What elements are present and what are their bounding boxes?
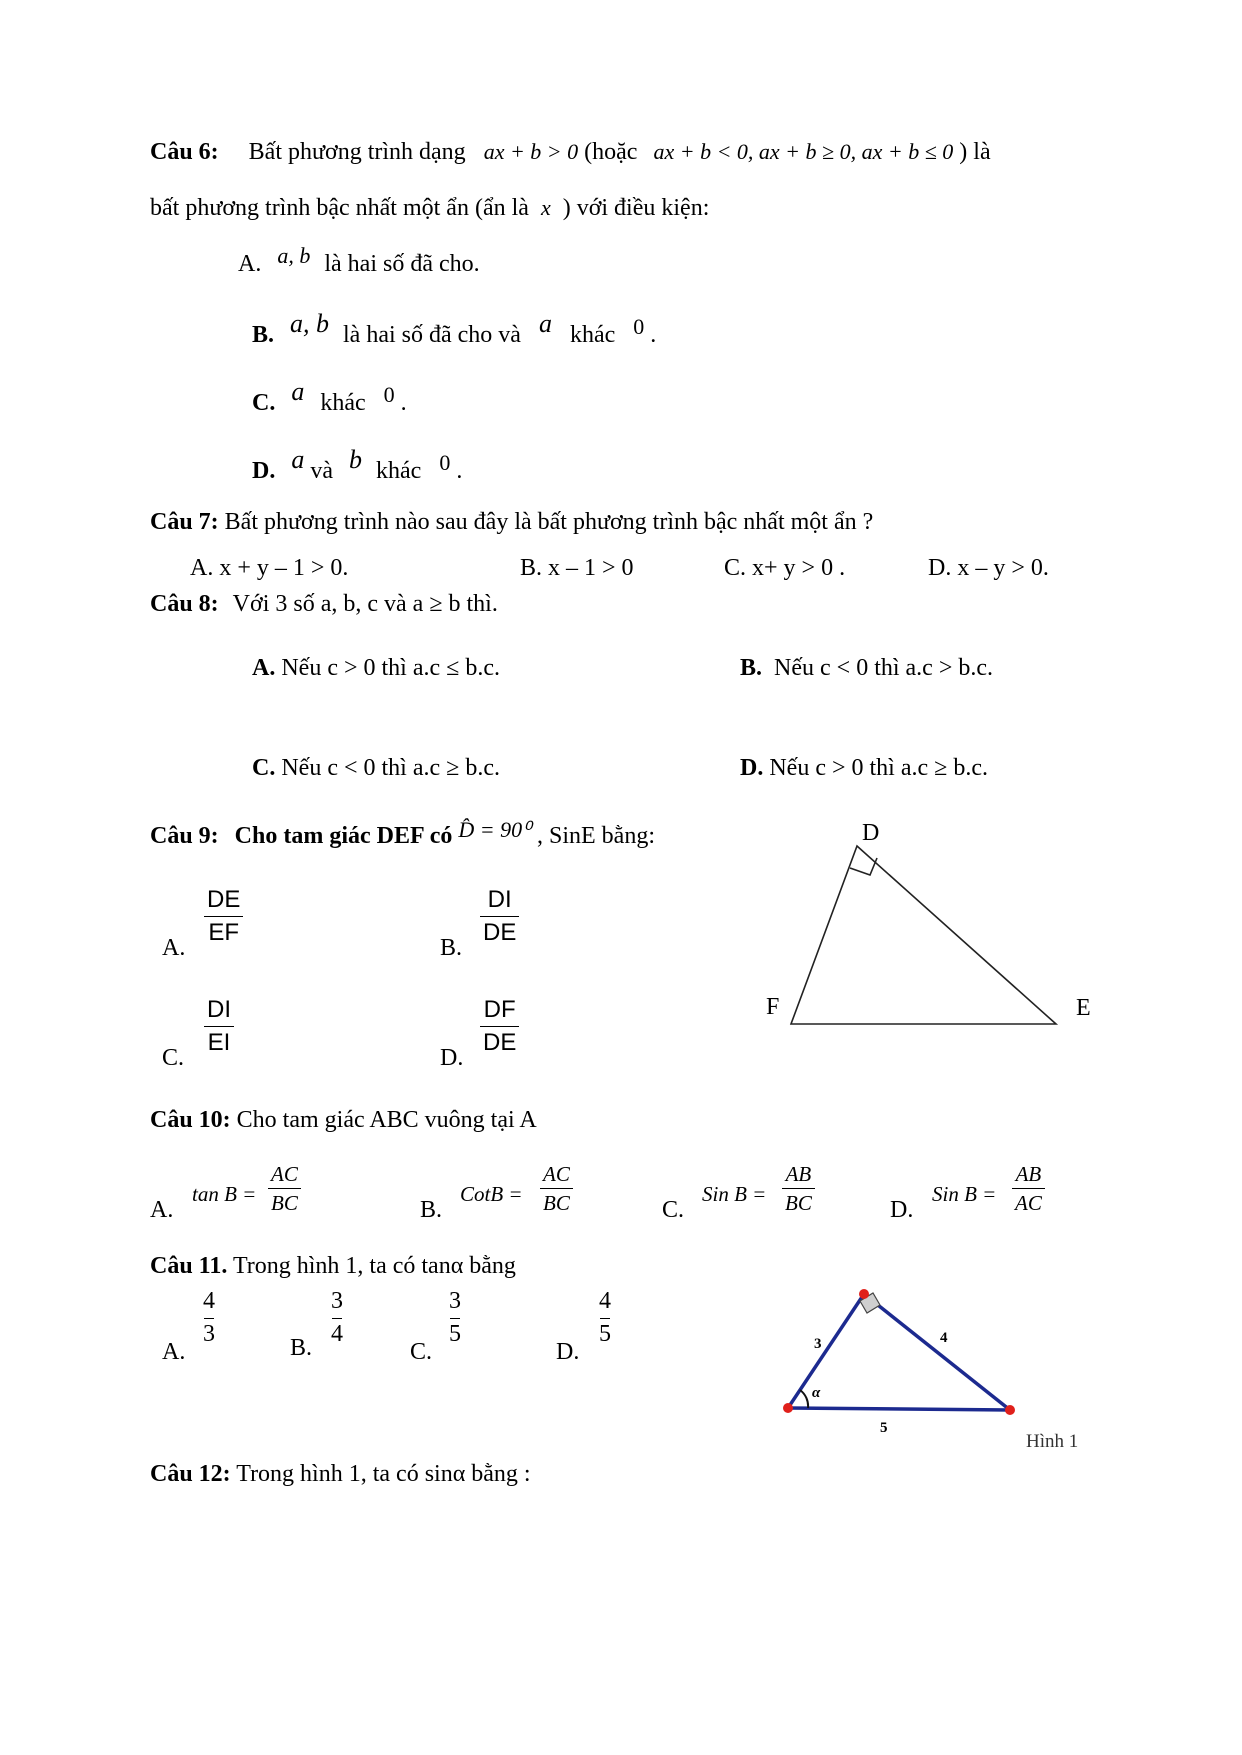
- q8-c-text: Nếu c < 0 thì a.c ≥ b.c.: [281, 755, 500, 781]
- q10-d-num: AB: [1015, 1162, 1042, 1186]
- vertex-f-label: F: [766, 994, 780, 1020]
- q7-option-a[interactable]: A. x + y – 1 > 0.: [190, 555, 349, 581]
- q8-a-label: A.: [252, 655, 276, 681]
- q10-b-num: AC: [543, 1162, 570, 1186]
- triangle-def: [791, 846, 1056, 1024]
- alpha-label: α: [812, 1385, 821, 1401]
- q11-b-label[interactable]: B.: [290, 1335, 313, 1361]
- q6-c-a: a: [291, 377, 305, 406]
- q6-b-math: a, b: [290, 309, 330, 338]
- q9-c-den: EI: [207, 1028, 231, 1056]
- q11-c-den: 5: [449, 1320, 461, 1347]
- q6-d-dot: .: [456, 458, 463, 484]
- q10-d-lhs: Sin B =: [932, 1182, 997, 1206]
- q9-label: Câu 9:: [150, 823, 219, 849]
- q6-d-b: b: [349, 445, 362, 474]
- side-4-label: 4: [940, 1330, 948, 1346]
- q9-b-fraction[interactable]: [480, 886, 519, 946]
- q7-option-d[interactable]: D. x – y > 0.: [928, 555, 1049, 581]
- q10-a-lhs: tan B =: [192, 1182, 257, 1206]
- q9-b-num: DI: [487, 886, 512, 913]
- q8-label: Câu 8:: [150, 591, 219, 617]
- q6-option-a[interactable]: [238, 243, 480, 279]
- q9-a-den: EF: [208, 918, 239, 946]
- vertex-top: [859, 1289, 869, 1299]
- fraction-bar: [332, 1318, 343, 1319]
- q8-b-label: B.: [740, 655, 763, 681]
- q6-a-math: a, b: [277, 243, 311, 268]
- side-5-label: 5: [880, 1420, 888, 1436]
- q10-a-label[interactable]: A.: [150, 1197, 174, 1223]
- q10-a-fraction[interactable]: [268, 1162, 301, 1215]
- fraction-bar: [204, 916, 243, 917]
- q12-text: Trong hình 1, ta có sinα bằng :: [236, 1461, 531, 1487]
- q7-option-c[interactable]: C. x+ y > 0 .: [724, 555, 846, 581]
- q10-label: Câu 10:: [150, 1107, 231, 1133]
- q11-b-den: 4: [331, 1320, 343, 1347]
- q11-text: Trong hình 1, ta có tanα bằng: [232, 1253, 516, 1279]
- q9-a-label[interactable]: A.: [162, 935, 186, 961]
- q11-c-fraction[interactable]: [446, 1288, 464, 1348]
- q11-label: Câu 11.: [150, 1253, 228, 1279]
- q6-b-text2: khác: [569, 322, 616, 348]
- q10-text: Cho tam giác ABC vuông tại A: [236, 1107, 537, 1133]
- q11-d-label[interactable]: D.: [556, 1339, 580, 1365]
- q10-c-fraction[interactable]: [782, 1162, 815, 1215]
- q11-c-num: 3: [449, 1288, 461, 1314]
- fraction-bar: [480, 1026, 519, 1027]
- q9-text2: , SinE bằng:: [536, 823, 655, 849]
- q7-text: Bất phương trình nào sau đây là bất phương trình bậc nhất một ẩn ?: [224, 509, 874, 535]
- q6-text1: Bất phương trình dạng: [248, 139, 466, 165]
- q9-b-den: DE: [483, 918, 517, 946]
- q6-b-label: B.: [252, 322, 275, 348]
- q10-b-fraction[interactable]: [540, 1162, 573, 1215]
- q6-d-zero: 0: [439, 450, 451, 475]
- q6-d-text: khác: [376, 458, 422, 484]
- q8-line: [150, 590, 498, 619]
- q11-c-label[interactable]: C.: [410, 1339, 433, 1365]
- triangle-def-figure: [760, 810, 1110, 1040]
- q7-line: [150, 508, 873, 537]
- q6-line2a: bất phương trình bậc nhất một ẩn (ẩn là: [150, 195, 529, 221]
- vertex-right: [1005, 1405, 1015, 1415]
- q8-c-label: C.: [252, 755, 276, 781]
- q6-option-d[interactable]: [252, 445, 463, 486]
- q6-a-label: A.: [238, 251, 262, 277]
- q10-b-label[interactable]: B.: [420, 1197, 443, 1223]
- q11-line: [150, 1252, 516, 1281]
- q6-d-label: D.: [252, 458, 276, 484]
- q6-text2: (hoặc: [584, 139, 638, 165]
- q6-a-text: là hai số đã cho.: [324, 251, 480, 277]
- q6-c-text: khác: [320, 390, 366, 416]
- q6-expr2: ax + b < 0, ax + b ≥ 0, ax + b ≤ 0: [653, 139, 954, 164]
- vertex-e-label: E: [1076, 995, 1091, 1021]
- q6-b-text: là hai số đã cho và: [343, 322, 521, 348]
- vertex-d-label: D: [862, 820, 880, 846]
- q9-d-num: DF: [483, 996, 516, 1023]
- fraction-bar: [204, 1318, 215, 1319]
- q8-option-a[interactable]: [252, 654, 500, 683]
- q9-text: Cho tam giác DEF có: [234, 823, 453, 849]
- fraction-bar: [450, 1318, 461, 1319]
- hinh-1-figure: [770, 1280, 1100, 1460]
- q9-a-fraction[interactable]: [204, 886, 243, 946]
- q9-line: [150, 817, 655, 851]
- q8-d-label: D.: [740, 755, 764, 781]
- q11-a-fraction[interactable]: [200, 1288, 218, 1348]
- q6-d-a: a: [291, 445, 305, 474]
- q11-b-num: 3: [331, 1288, 343, 1314]
- q6-b-a: a: [538, 309, 552, 338]
- q8-option-d[interactable]: [740, 754, 988, 783]
- q10-b-lhs: CotB =: [460, 1182, 523, 1206]
- q7-label: Câu 7:: [150, 509, 219, 535]
- q9-c-label[interactable]: C.: [162, 1045, 185, 1071]
- q12-label: Câu 12:: [150, 1461, 231, 1487]
- side-3-label: 3: [814, 1336, 822, 1352]
- side-3: [788, 1294, 864, 1408]
- fraction-bar: [600, 1318, 611, 1319]
- q9-d-fraction[interactable]: [480, 996, 519, 1056]
- q10-a-den: BC: [271, 1191, 298, 1216]
- q6-expr1: ax + b > 0: [483, 139, 579, 164]
- q7-option-b[interactable]: B. x – 1 > 0: [520, 555, 634, 581]
- q10-line: [150, 1106, 537, 1135]
- triangle-abc: [788, 1294, 1010, 1410]
- q6-b-zero: 0: [633, 314, 645, 339]
- q6-text3: ) là: [959, 139, 991, 165]
- side-5: [788, 1408, 1010, 1410]
- q6-label: Câu 6:: [150, 139, 219, 165]
- q6-line2b: ) với điều kiện:: [562, 195, 710, 221]
- fraction-bar: [268, 1188, 301, 1189]
- q6-b-dot: .: [650, 322, 657, 348]
- q10-b-den: BC: [543, 1191, 570, 1216]
- q11-a-label[interactable]: A.: [162, 1339, 186, 1365]
- q9-c-fraction[interactable]: [204, 996, 234, 1056]
- q9-d-den: DE: [483, 1028, 517, 1056]
- figure-caption: Hình 1: [1026, 1431, 1079, 1452]
- q11-d-num: 4: [599, 1288, 611, 1314]
- q9-c-num: DI: [207, 996, 231, 1023]
- q6-option-c[interactable]: [252, 377, 407, 418]
- q6-c-label: C.: [252, 390, 276, 416]
- fraction-bar: [204, 1026, 234, 1027]
- q9-b-label[interactable]: B.: [440, 935, 463, 961]
- q10-a-num: AC: [271, 1162, 298, 1186]
- q11-d-fraction[interactable]: [596, 1288, 614, 1348]
- q11-b-fraction[interactable]: [328, 1288, 346, 1348]
- q12-line: [150, 1460, 531, 1489]
- q11-a-den: 3: [203, 1320, 215, 1347]
- side-4: [864, 1294, 1010, 1410]
- q8-option-c[interactable]: [252, 754, 500, 783]
- fraction-bar: [782, 1188, 815, 1189]
- angle-alpha-arc: [800, 1390, 808, 1408]
- q6-line2: [150, 194, 709, 223]
- q9-angle: D̂ = 90⁰: [458, 817, 531, 842]
- q8-option-b[interactable]: [740, 654, 993, 683]
- fraction-bar: [1012, 1188, 1045, 1189]
- q8-text: Với 3 số a, b, c và a ≥ b thì.: [232, 591, 498, 617]
- q11-a-num: 4: [203, 1288, 215, 1314]
- q6-option-b[interactable]: [252, 309, 657, 350]
- q10-c-lhs: Sin B =: [702, 1182, 767, 1206]
- q6-c-zero: 0: [383, 382, 395, 407]
- q6-x: x: [540, 195, 551, 220]
- q9-d-label[interactable]: D.: [440, 1045, 464, 1071]
- q10-c-num: AB: [785, 1162, 812, 1186]
- q10-d-den: AC: [1015, 1191, 1042, 1216]
- q10-d-fraction[interactable]: [1012, 1162, 1045, 1215]
- q10-d-label[interactable]: D.: [890, 1197, 914, 1223]
- q8-d-text: Nếu c > 0 thì a.c ≥ b.c.: [769, 755, 988, 781]
- q6-line1: [150, 138, 991, 167]
- q9-a-num: DE: [207, 886, 241, 913]
- vertex-left: [783, 1403, 793, 1413]
- fraction-bar: [540, 1188, 573, 1189]
- q6-c-dot: .: [400, 390, 407, 416]
- q11-d-den: 5: [599, 1320, 611, 1347]
- q8-a-text: Nếu c > 0 thì a.c ≤ b.c.: [281, 655, 500, 681]
- fraction-bar: [480, 916, 519, 917]
- q6-d-va: và: [310, 458, 333, 484]
- q8-b-text: Nếu c < 0 thì a.c > b.c.: [774, 655, 994, 681]
- q10-c-den: BC: [785, 1191, 812, 1216]
- q10-c-label[interactable]: C.: [662, 1197, 685, 1223]
